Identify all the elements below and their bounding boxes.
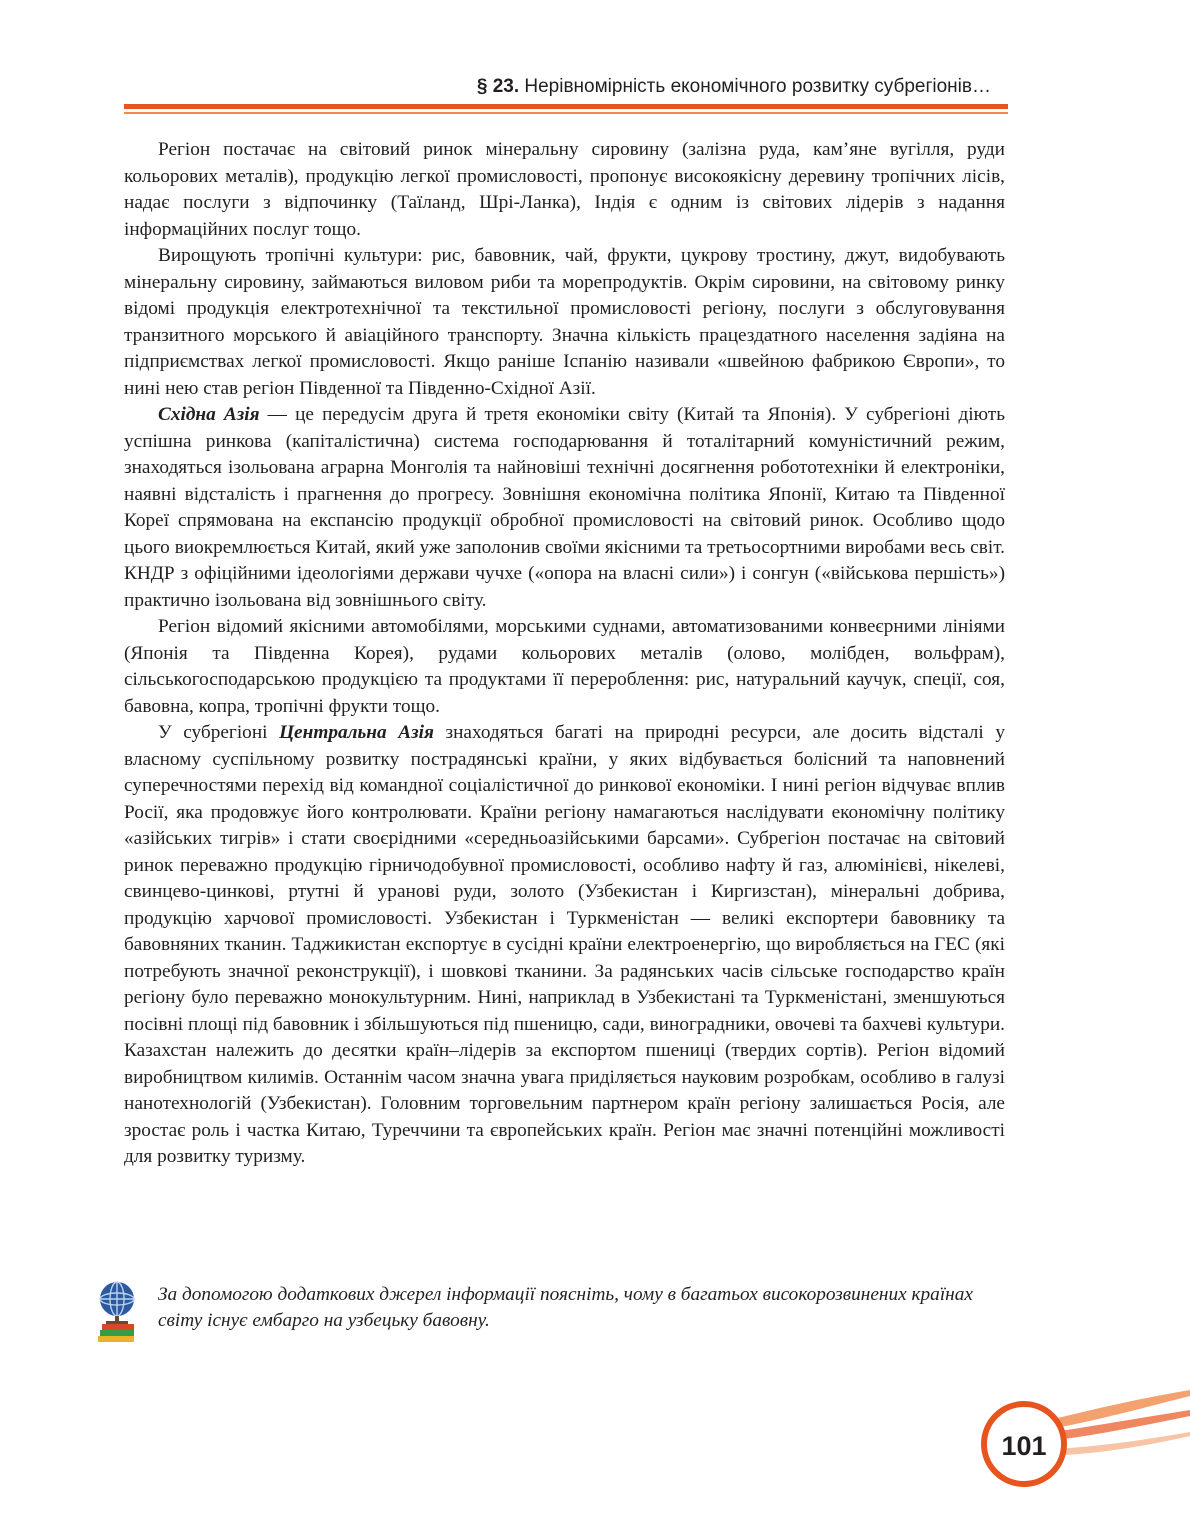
term-east-asia: Східна Азія: [158, 404, 260, 425]
page-header: [0, 72, 1005, 106]
term-central-asia: Центральна Азія: [279, 722, 434, 743]
main-text: [124, 137, 1005, 1171]
paragraph: Вирощують тропічні культури: рис, бавовник, чай, фрукти, цукрову тростину, джут, видобувають мінеральну сировину, займаються виловом риби та морепродуктів. Окрім сировини, на світовому ринку відомі продукція електротехнічної та текстильної промисловості регіону, послуги з обслуговування транзитного морського й авіаційного транспорту. Значна кількість працездатного населення задіяна на підприємствах легкої промисловості. Якщо раніше Іспанію називали «швейною фабрикою Європи», то нині нею став регіон Південної та Південно-Східної Азії.: [124, 245, 1005, 399]
task-block: [96, 1280, 1016, 1350]
paragraph: Регіон відомий якісними автомобілями, морськими суднами, автоматизованими конвеєрними лініями (Японія та Південна Корея), рудами кольорових металів (олово, молібден, вольфрам), сільськогосподарською продукцією та продуктами її перероблення: рис, натуральний каучук, спеції, соя, бавовна, копра, тропічні фрукти тощо.: [124, 616, 1005, 717]
section-number: § 23.: [476, 76, 520, 97]
globe-on-books-icon: [96, 1280, 138, 1344]
section-title: Нерівномірність економічного розвитку субрегіонів…: [524, 76, 991, 97]
running-title: [477, 76, 991, 98]
header-rule: [124, 104, 1008, 109]
page-number: 101: [1001, 1431, 1047, 1461]
paragraph-east-asia: Східна Азія — це передусім друга й третя економіки світу (Китай та Японія). У субрегіоні діють успішна ринкова (капіталістична) система господарювання й тоталітарний комуністичний режим, знаходяться ізольована аграрна Монголія та найновіші технічні досягнення робототехніки й електроніки, наявні відсталість і прагнення до прогресу. Зовнішня економічна політика Японії, Китаю та Південної Кореї спрямована на експансію продукції обробної промисловості на світовий ринок. Особливо щодо цього виокремлюється Китай, який уже заполонив своїми якісними та третьосортними виробами весь світ. КНДР з офіційними ідеологіями держави чучхе («опора на власні сили») і сонгун («військова першість») практично ізольована від зовнішнього світу.: [124, 404, 1005, 611]
task-text: За допомогою додаткових джерел інформації поясніть, чому в багатьох високорозвинених країнах світу існує ембарго на узбецьку бавовну.: [158, 1284, 973, 1331]
paragraph: Регіон постачає на світовий ринок мінеральну сировину (залізна руда, кам’яне вугілля, руди кольорових металів), продукцію легкої промисловості, пропонує високоякісну деревину тропічних лісів, надає послуги з відпочинку (Таїланд, Шрі-Ланка), Індія є одним із світових лідерів з надання інформаційних послуг тощо.: [124, 139, 1005, 240]
paragraph-central-asia: У субрегіоні Центральна Азія знаходяться багаті на природні ресурси, але досить відсталі у власному суспільному розвитку пострадянські країни, у яких відбувається болісний та наповнений суперечностями перехід від командної соціалістичної до ринкової економіки. І нині регіон відчуває вплив Росії, яка продовжує його контролювати. Країни регіону намагаються наслідувати економічну політику «азійських тигрів» і стати своєрідними «середньоазійськими барсами». Субрегіон постачає на світовий ринок переважно продукцію гірничодобувної промисловості, особливо нафту й газ, алюмінієві, нікелеві, свинцево-цинкові, ртутні й уранові руди, золото (Узбекистан і Киргизстан), мінеральні добрива, продукцію харчової промисловості. Узбекистан і Туркменістан — великі експортери бавовнику та бавовняних тканин. Таджикистан експортує в сусідні країни електроенергію, що виробляється на ГЕС (які потребують значної реконструкції), і шовкові тканини. За радянських часів сільське господарство країн регіону було переважно монокультурним. Нині, наприклад в Узбекистані та Туркменістані, зменшуються посівні площі під бавовник і збільшуються під пшеницю, сади, виноградники, овочеві та бахчеві культури. Казахстан належить до десятки країн–лідерів за експортом пшениці (твердих сортів). Регіон відомий виробництвом килимів. Останнім часом значна увага приділяється науковим розробкам, особливо в галузі нанотехнологій (Узбекистан). Головним торговельним партнером країн регіону залишається Росія, але зростає роль і частка Китаю, Туреччини та європейських країн. Регіон має значні потенційні можливості для розвитку туризму.: [124, 722, 1005, 1167]
page-number-swoosh: [940, 1370, 1190, 1520]
header-rule-thin: [124, 112, 1008, 114]
